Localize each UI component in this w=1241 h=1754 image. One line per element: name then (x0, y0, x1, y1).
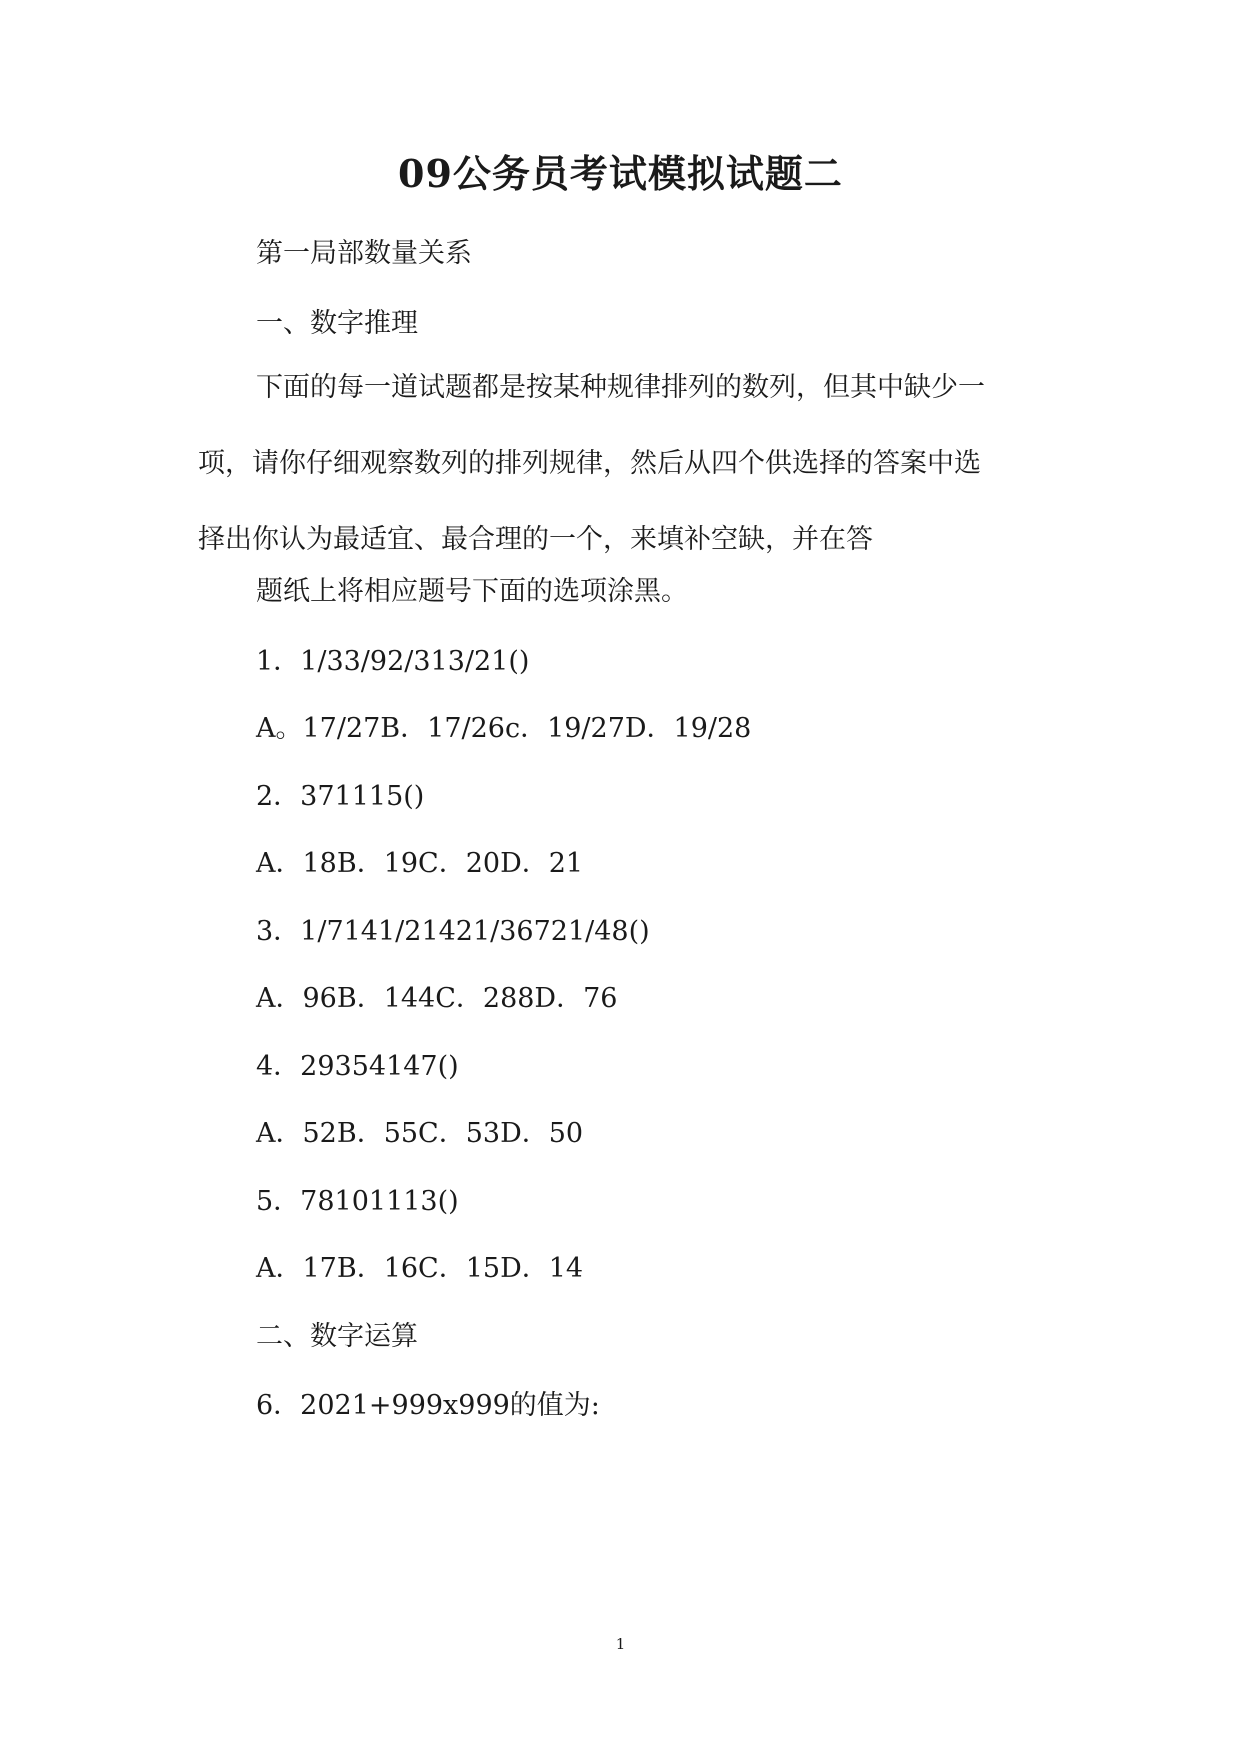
instructions-line-2: 项，请你仔细观察数列的排列规律，然后从四个供选择的答案中选 (198, 448, 981, 479)
question-5-options: A．17B．16C．15D．14 (256, 1253, 584, 1284)
instructions-paragraph (198, 370, 1046, 598)
subsection-heading-arithmetic: 二、数字运算 (256, 1321, 418, 1352)
subsection-heading-number-reasoning: 一、数字推理 (256, 308, 418, 339)
question-2-options: A．18B．19C．20D．21 (256, 848, 584, 879)
instructions-line-4: 题纸上将相应题号下面的选项涂黑。 (256, 576, 688, 607)
document-title: 09公务员考试模拟试题二 (398, 151, 843, 196)
question-2-stem: 2．371115() (256, 781, 425, 812)
instructions-line-3: 择出你认为最适宜、最合理的一个，来填补空缺，并在答 (198, 524, 873, 555)
question-1-options: A。17/27B．17/26c．19/27D．19/28 (256, 713, 752, 744)
question-6-stem: 6．2021+999x999的值为: (256, 1390, 600, 1421)
instructions-line-1: 下面的每一道试题都是按某种规律排列的数列，但其中缺少一 (256, 372, 985, 403)
question-5-stem: 5．78101113() (256, 1186, 459, 1217)
question-4-options: A．52B．55C．53D．50 (256, 1118, 584, 1149)
section-heading: 第一局部数量关系 (256, 238, 472, 269)
question-1-stem: 1．1/33/92/313/21() (256, 646, 530, 677)
question-3-stem: 3．1/7141/21421/36721/48() (256, 916, 650, 947)
page-number: 1 (615, 1635, 626, 1653)
question-4-stem: 4．29354147() (256, 1051, 459, 1082)
question-3-options: A．96B．144C．288D．76 (256, 983, 618, 1014)
